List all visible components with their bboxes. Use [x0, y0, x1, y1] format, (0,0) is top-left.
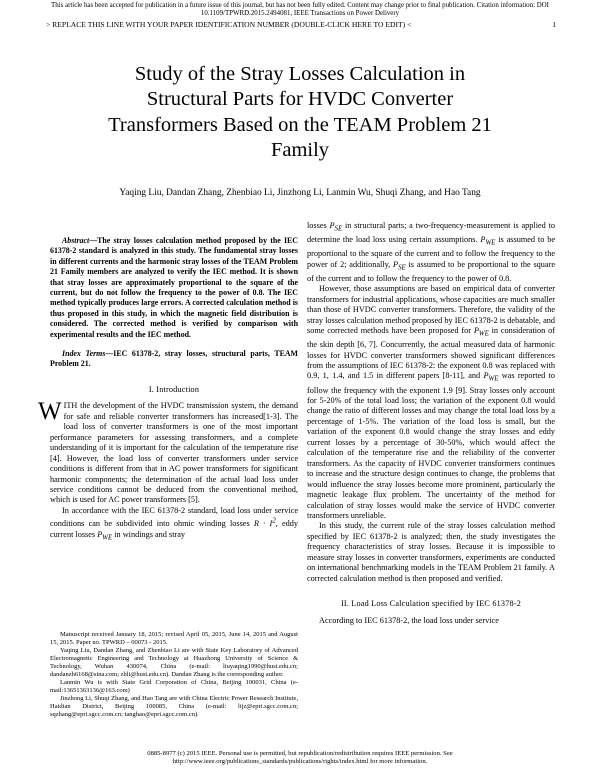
title-line: Structural Parts for HVDC Converter — [146, 88, 454, 111]
left-column — [38, 236, 299, 544]
paper-title — [60, 62, 540, 163]
title-line: Study of the Stray Losses Calculation in — [134, 63, 466, 85]
index-terms — [50, 349, 298, 370]
sub-we: WE — [478, 330, 489, 338]
sub-se: SE — [398, 264, 406, 272]
footnote-affiliation-1: Yaqing Liu, Dandan Zhang, and Zhenbiao Li are with State Key Laboratory of Advanced Electromagnetic Engineering and Technology at Huazhong University of Science & Technology, Wuhan 430074, China (e-mail: liuyaqing1990@hust.edu.cn; dandanzh6168@sina.com; zbli@hust.edu.cn). Dandan Zhang is the corresponding author. — [50, 647, 298, 678]
rp2-b: in consideration of the skin depth [6, 7]. Concurrently, the actual measured data of harmonic losses for HVDC converter transformers showed significant differences from the assumptions of IEC 61378-2: the exponent 0.8 was replaced with 0.9, 1, 1.4, and 1.5 in different papers [8-11], and — [307, 326, 556, 381]
math-ri2: $R \cdot I^2$ — [253, 517, 276, 529]
publication-banner — [8, 2, 592, 19]
drop-cap: W — [38, 398, 62, 426]
rp1-c: is assumed to be proportional to the square of the current and to follow the frequency to the power of 2; additionally, — [307, 235, 555, 269]
rp2-c: was reported to follow the frequency with the exponent 1.9 [9]. Stray losses only account for 5-20% of the total load loss; the variation of the exponent 0.8 would change the ratio of different losses and may change the total load loss by a percentage of 1-5%. The variation of the load loss is small, but the variation of the exponent 0.8 would change the stray losses and eddy current losses by a percentage of 30-50%, which would affect the calculation of the temperature rise and the reliability of the converter transformers. As the capacity of HVDC converter transformers continues to increase and the structure design continues to change, the problems that would influence the stray losses become more prominent, particularly the magnetic leakage flux problem. The uncertainty of the method for calculation of stray losses would make the service of HVDC converter transformers unreliable. — [307, 371, 555, 520]
footnote-affiliation-2: Lanmin Wu is with State Grid Corporation of China, Beijing 100031, China (e-mail:13651363136@163.com) — [50, 679, 298, 694]
intro-paragraph-1 — [38, 398, 298, 506]
right-paragraph-3: In this study, the current rule of the stray losses calculation method specified by IEC 61378-2 is analyzed; then, the study investigates the frequency characteristics of stray losses. Because it is impossible to measure stray losses in converter transformers, experiments are conducted on international benchmarking models in the TEAM Problem 21 family. A corrected calculation method is then proposed and verified. — [307, 521, 555, 583]
abstract-text: —The stray losses calculation method proposed by the IEC 61378-2 standard is analyzed in this study. The fundamental stray losses in different currents and the harmonic stray losses of the TEAM Problem 21 Family members are analyzed to verify the IEC method. It is shown that stray losses are approximately proportional to the square of the current, but do not follow the frequency to the power of 0.8. The IEC method typically produces large errors. A corrected calculation method is thus proposed in this study, in which the magnetic field distribution is considered. The corrected method is verified by comparison with experimental results and the IEC method. — [50, 236, 298, 339]
page-number: 1 — [552, 20, 556, 29]
rp1-a: losses — [307, 221, 330, 230]
math-pwe — [473, 326, 489, 338]
math-pwe — [483, 371, 499, 384]
footnotes — [50, 631, 298, 719]
footer-line-2: http://www.ieee.org/publications_standards/publications/rights/index.html for more information. — [172, 758, 428, 766]
author-list: Yaqing Liu, Dandan Zhang, Zhenbiao Li, Jinzhong Li, Lanmin Wu, Shuqi Zhang, and Hao Tang — [119, 188, 481, 198]
sym-p: P — [393, 259, 399, 269]
running-head — [46, 20, 556, 29]
banner-line-2: 10.1109/TPWRD.2015.2494081, IEEE Transactions on Power Delivery — [200, 10, 400, 18]
rp1-d: is assumed to be proportional to the square of the current and to follow the frequency to the power of 0.8. — [307, 259, 555, 283]
math-p-symbol: P — [97, 529, 103, 539]
banner-line-1: This article has been accepted for publication in a future issue of this journal, but has not been fully edited. Content may change prior to final publication. Citation information: DOI — [51, 2, 549, 9]
index-terms-text: —IEC 61378-2, stray losses, structural parts, TEAM Problem 21. — [50, 349, 299, 369]
sym-p: P — [329, 221, 335, 230]
intro-paragraph-1-text: ITH the development of the HVDC transmission system, the demand for safe and reliable converter transformers has increased[1-3]. The load loss of converter transformers is one of the most important performance parameters for assessing transformers, and a complete understanding of it is important for the calculation of the temperature rise [4]. However, the load loss of converter transformers under service conditions is different from that in AC power transformers for significant harmonic components; the determination of the actual load loss under service conditions cannot be deduced from the conventional method, which is used for AC power transformers [5]. — [50, 401, 298, 505]
title-line: Family — [270, 138, 330, 161]
sub-we: WE — [488, 376, 499, 384]
sym-p: P — [480, 235, 486, 245]
right-paragraph-1 — [307, 221, 555, 284]
math-pse — [393, 259, 406, 272]
sub-se: SE — [334, 225, 343, 233]
rp2-a: However, those assumptions are based on empirical data of converter transformers for industrial applications, whose capacities are much smaller than those of HVDC converter transformers. Therefore, the validity of the stray losses calculation method proposed by IEC 61378-2 is debatable, and some corrected methods have been proposed for — [307, 284, 555, 335]
title-line: Transformers Based on the TEAM Problem 21 — [108, 113, 492, 136]
sym-p: P — [483, 371, 489, 381]
math-pwe — [480, 235, 496, 247]
math-pse — [329, 221, 343, 233]
rp1-b: in structural parts; a two-frequency-measurement is applied to determine the load loss using certain assumptions. — [307, 221, 555, 245]
right-paragraph-4: According to IEC 61378-2, the load loss under service — [319, 615, 499, 625]
footer-line-1: 0885-8977 (c) 2015 IEEE. Personal use is permitted, but republication/redistribution requires IEEE permission. See — [147, 750, 453, 757]
right-paragraph-2 — [307, 284, 555, 521]
running-head-text: > REPLACE THIS LINE WITH YOUR PAPER IDENTIFICATION NUMBER (DOUBLE-CLICK HERE TO EDIT) < — [46, 20, 412, 29]
footnote-manuscript: Manuscript received January 18, 2015; revised April 05, 2015, June 14, 2015 and August 15, 2015. Paper no. TPWRD – 00073 - 2015. — [50, 631, 298, 646]
copyright-footer — [60, 750, 540, 766]
intro-paragraph-2-text-b: , eddy current losses — [50, 519, 298, 539]
math-sub-we: WE — [102, 534, 113, 542]
abstract — [50, 236, 298, 340]
math-ri-text: R · I — [253, 519, 273, 529]
right-column — [307, 221, 555, 626]
sym-p: P — [473, 326, 479, 335]
index-terms-lead: Index Terms — [62, 349, 106, 359]
intro-paragraph-2 — [50, 506, 298, 544]
footnote-affiliation-3: Jinzhong Li, Shuqi Zhang, and Hao Tang are with China Electric Power Research Institute, Haidian District, Beijing 100085, China (e-mail: lijz@epri.sgcc.com.cn; sqzhang@epri.sgcc.com.cn; tanghao@epri.sgcc.com.cn). — [50, 695, 298, 718]
intro-paragraph-2-text-c: in windings and stray — [112, 529, 186, 539]
math-pwe — [97, 529, 113, 542]
intro-paragraph-2-text-a: In accordance with the IEC 61378-2 standard, load loss under service conditions can be subdivided into ohmic winding losses — [50, 505, 298, 529]
section-heading-load-loss: II. Load Loss Calculation specified by IEC 61378-2 — [340, 599, 522, 609]
section-heading-introduction: I. Introduction — [148, 384, 200, 394]
sub-we: WE — [485, 239, 496, 247]
abstract-lead: Abstract — [62, 236, 90, 245]
